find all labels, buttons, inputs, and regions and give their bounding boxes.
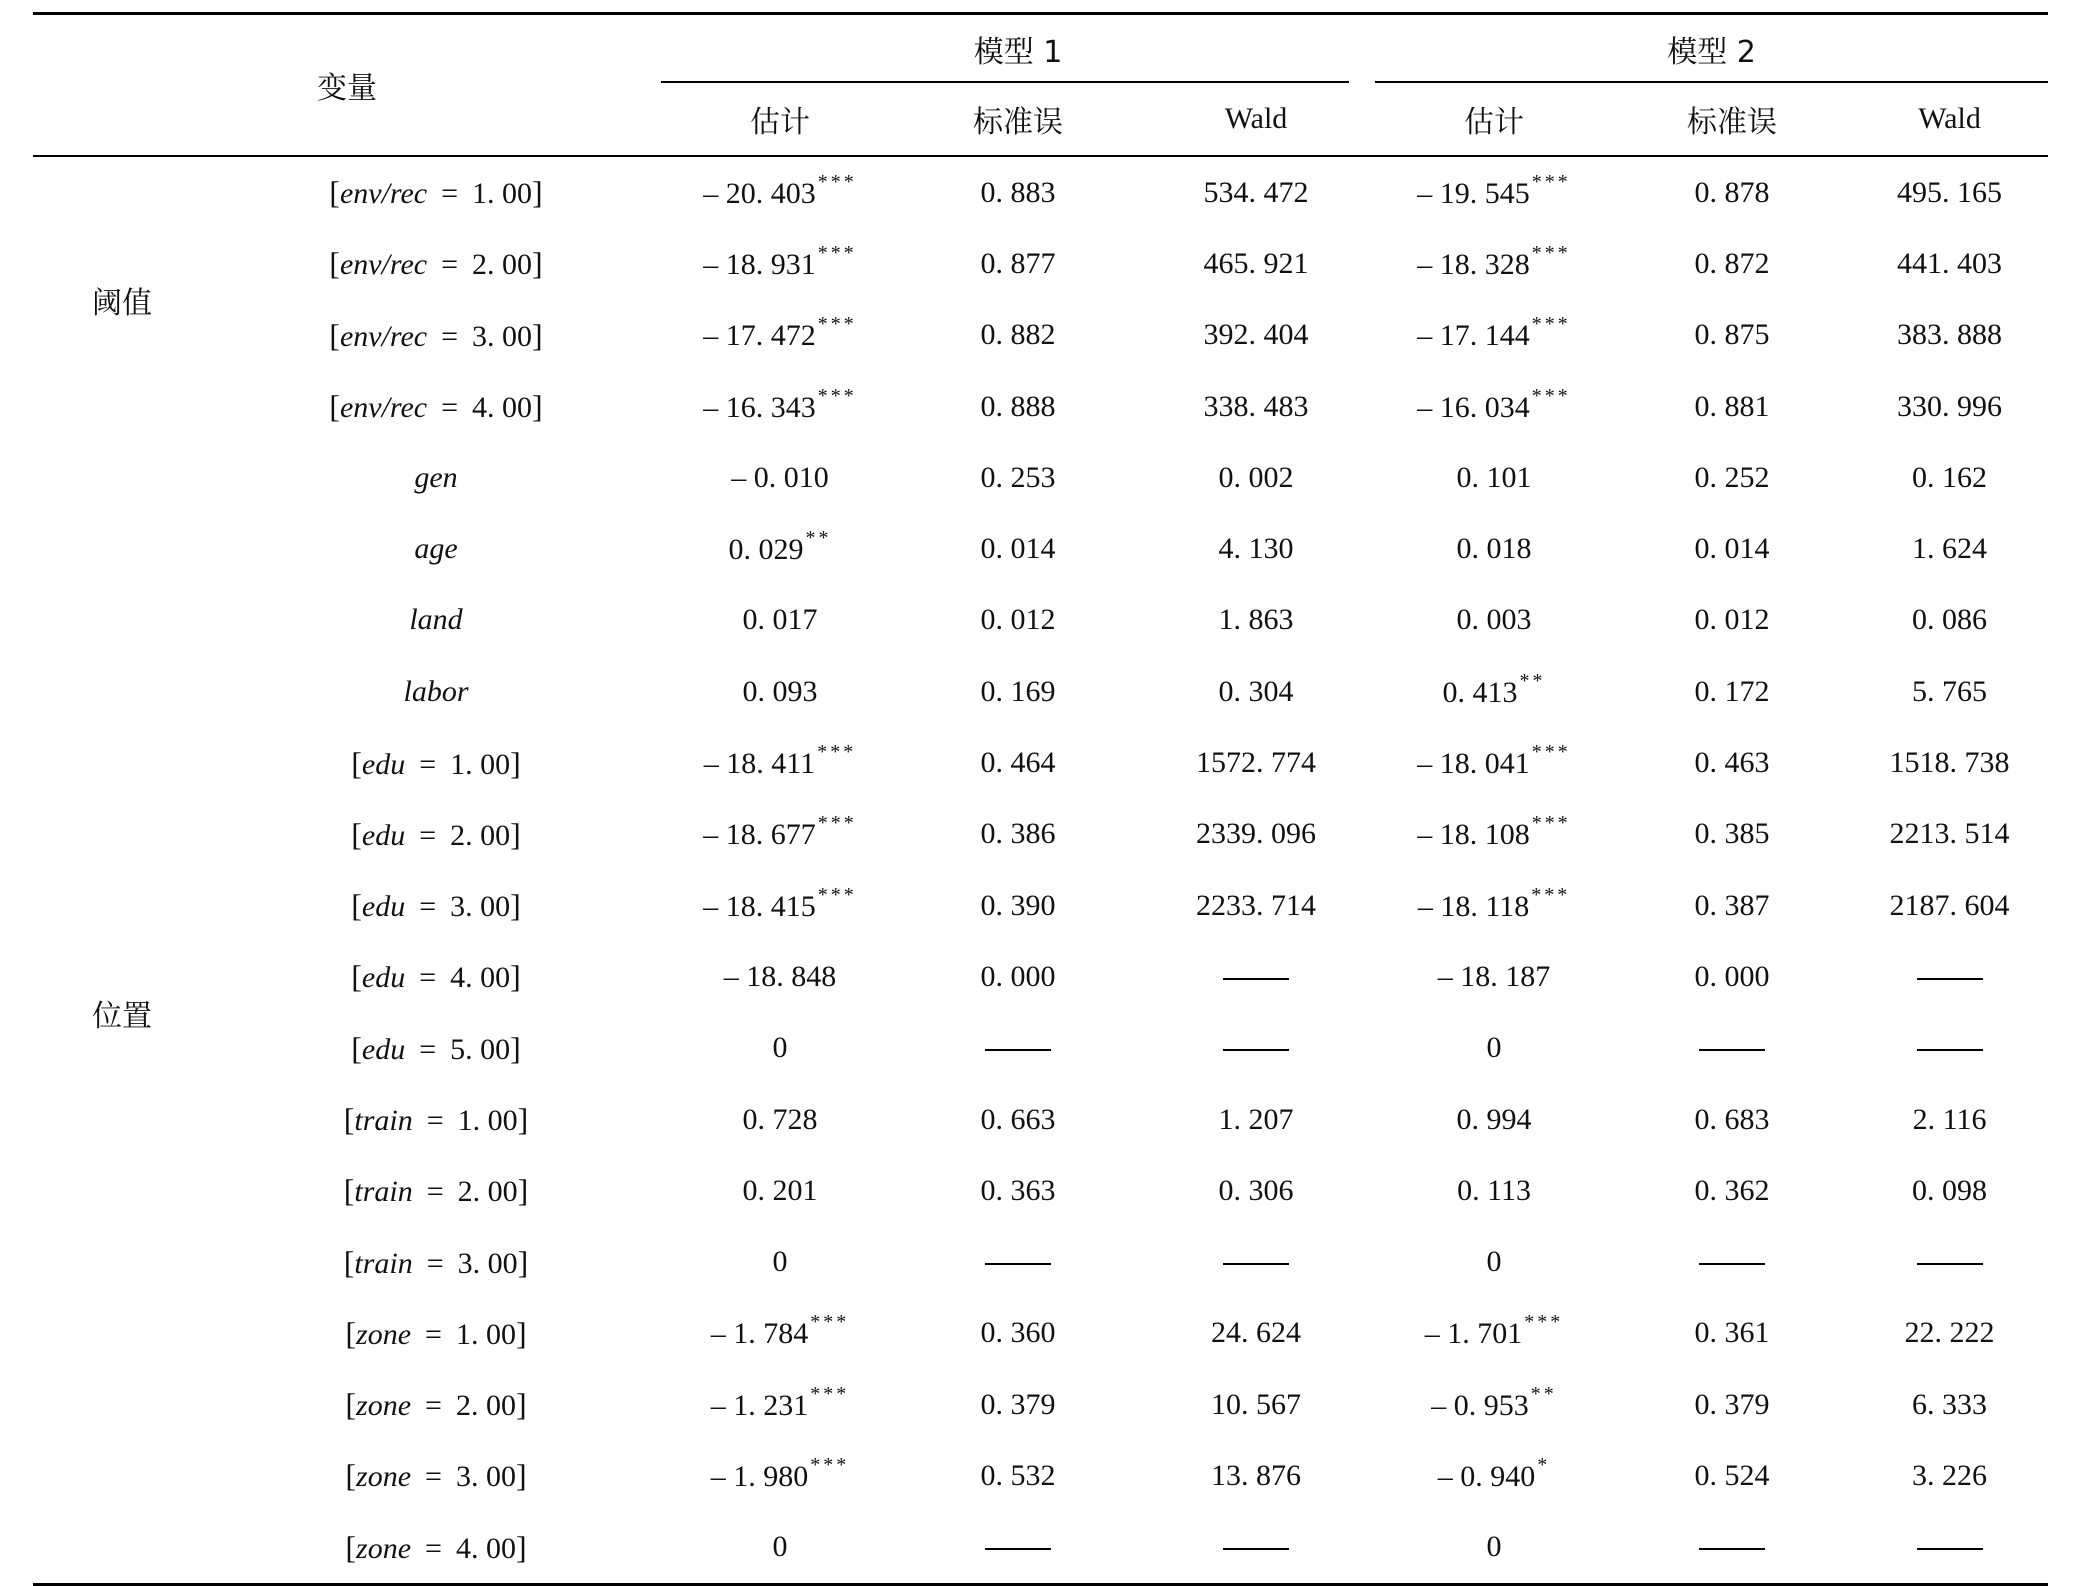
model2-estimate: 0	[1486, 1530, 1502, 1564]
model2-se: 0. 012	[1694, 603, 1770, 637]
model2-se: 0. 014	[1694, 532, 1770, 566]
variable-level: 4. 00	[455, 1531, 516, 1565]
model2-se: 0. 000	[1694, 959, 1770, 993]
dash-placeholder	[1223, 1263, 1289, 1265]
variable-name: env/rec	[339, 319, 428, 353]
model2-estimate: – 18. 187	[1437, 959, 1551, 993]
model1-estimate: – 1. 784 ***	[710, 1311, 850, 1351]
table-body	[33, 156, 2048, 1584]
variable-name: age	[414, 532, 458, 566]
model1-se: 0. 379	[980, 1387, 1056, 1421]
model1-wald: 1. 863	[1218, 603, 1294, 637]
model1-se: 0. 014	[980, 532, 1056, 566]
group-label: 位置	[92, 998, 152, 1034]
model1-estimate: 0	[772, 1530, 788, 1564]
variable-name: edu	[361, 890, 406, 924]
variable-header: 变量	[317, 71, 377, 106]
model2-estimate: – 0. 953 **	[1431, 1382, 1557, 1422]
model1-estimate-header: 估计	[750, 105, 810, 140]
model2-wald: 2. 116	[1912, 1102, 1987, 1136]
model1-se: 0. 888	[980, 389, 1056, 423]
dash-placeholder	[1699, 1049, 1765, 1051]
significance-stars: ***	[1531, 741, 1571, 764]
model1-se: 0. 883	[980, 175, 1056, 209]
model2-se: 0. 878	[1694, 175, 1770, 209]
model1-estimate: – 18. 411 ***	[703, 741, 857, 781]
model1-estimate: – 18. 415 ***	[703, 883, 857, 923]
model1-estimate: – 0. 010	[731, 460, 829, 494]
model1-header: 模型 1	[661, 14, 1375, 84]
variable-level: 3. 00	[457, 1246, 518, 1280]
significance-stars: ***	[817, 883, 857, 906]
model1-wald: 0. 304	[1218, 674, 1294, 708]
model1-estimate: 0. 201	[742, 1173, 818, 1207]
table-row	[33, 656, 2048, 727]
model1-wald: 534. 472	[1203, 175, 1309, 209]
model1-wald: 2339. 096	[1196, 817, 1317, 851]
model2-wald: 441. 403	[1897, 246, 2003, 280]
table-row	[33, 1512, 2048, 1585]
dash-placeholder	[1223, 978, 1289, 980]
model2-wald: 22. 222	[1904, 1316, 1995, 1350]
model2-wald: 6. 333	[1912, 1387, 1988, 1421]
table-row	[33, 513, 2048, 584]
model1-se: 0. 012	[980, 603, 1056, 637]
model1-wald: 0. 306	[1218, 1173, 1294, 1207]
variable-level: 1. 00	[472, 177, 533, 211]
model2-se: 0. 683	[1694, 1102, 1770, 1136]
variable-cell: [env/rec = 1. 00]	[329, 174, 543, 211]
variable-level: 4. 00	[472, 391, 533, 425]
model2-estimate: – 18. 328 ***	[1417, 241, 1571, 281]
variable-cell: [edu = 4. 00]	[351, 958, 521, 995]
table-row	[33, 442, 2048, 513]
model1-estimate: 0. 017	[742, 603, 818, 637]
header-row-top	[33, 14, 2048, 84]
model2-wald: 5. 765	[1912, 674, 1988, 708]
model2-wald: 330. 996	[1897, 389, 2003, 423]
variable-cell	[211, 656, 661, 727]
significance-stars: ***	[817, 741, 857, 764]
significance-stars: ***	[817, 812, 857, 835]
variable-level: 1. 00	[455, 1317, 516, 1351]
model1-wald	[1137, 1512, 1375, 1585]
table-row	[33, 156, 2048, 228]
significance-stars: **	[805, 527, 832, 550]
table-row	[33, 371, 2048, 442]
significance-stars: ***	[1531, 812, 1571, 835]
variable-cell: [train = 1. 00]	[343, 1101, 529, 1137]
model1-se: 0. 000	[980, 959, 1056, 993]
model1-wald	[1137, 1226, 1375, 1297]
model1-estimate: 0. 029 **	[728, 527, 832, 567]
variable-cell: [zone = 1. 00]	[345, 1314, 527, 1351]
dash-placeholder	[1917, 1049, 1983, 1051]
model1-wald: 0. 002	[1218, 460, 1294, 494]
variable-level: 1. 00	[450, 747, 511, 781]
variable-level: 3. 00	[450, 890, 511, 924]
model2-se: 0. 252	[1694, 460, 1770, 494]
model2-header: 模型 2	[1375, 14, 2048, 84]
model2-se	[1613, 1226, 1851, 1297]
dash-placeholder	[1223, 1548, 1289, 1550]
variable-name: env/rec	[339, 391, 428, 425]
model1-se	[899, 1512, 1137, 1585]
model1-estimate: 0	[772, 1245, 788, 1279]
variable-name: zone	[356, 1317, 412, 1351]
variable-cell: [edu = 3. 00]	[351, 887, 521, 924]
model1-wald	[1137, 1013, 1375, 1084]
significance-stars: ***	[817, 384, 857, 407]
model2-wald: 0. 098	[1912, 1173, 1988, 1207]
variable-name: env/rec	[339, 248, 428, 282]
model2-se	[1613, 1013, 1851, 1084]
model2-estimate: – 19. 545 ***	[1417, 170, 1571, 210]
model1-se: 0. 253	[980, 460, 1056, 494]
model2-se: 0. 881	[1694, 389, 1770, 423]
variable-name: gen	[414, 460, 458, 494]
variable-cell: [env/rec = 3. 00]	[329, 316, 543, 353]
significance-stars: **	[1519, 669, 1546, 692]
model1-se: 0. 386	[980, 817, 1056, 851]
table-row	[33, 1084, 2048, 1155]
model1-wald: 1. 207	[1218, 1102, 1294, 1136]
significance-stars: ***	[1531, 241, 1571, 264]
model1-se	[899, 1226, 1137, 1297]
model1-se-header: 标准误	[973, 105, 1063, 140]
model1-wald: 465. 921	[1203, 246, 1309, 280]
model1-estimate: – 18. 848	[723, 959, 837, 993]
table-row	[33, 228, 2048, 299]
variable-cell: [zone = 2. 00]	[345, 1386, 527, 1423]
model2-se: 0. 385	[1694, 817, 1770, 851]
variable-name: zone	[356, 1531, 412, 1565]
model1-wald	[1137, 941, 1375, 1012]
model2-estimate: 0. 994	[1456, 1102, 1532, 1136]
model2-estimate: – 18. 041 ***	[1417, 741, 1571, 781]
variable-level: 4. 00	[450, 961, 511, 995]
model2-wald: 383. 888	[1897, 318, 2003, 352]
dash-placeholder	[1699, 1548, 1765, 1550]
significance-stars: ***	[810, 1382, 850, 1405]
model2-estimate: – 16. 034 ***	[1417, 384, 1571, 424]
variable-level: 1. 00	[457, 1104, 518, 1137]
table-row	[33, 1013, 2048, 1084]
model2-se: 0. 379	[1694, 1387, 1770, 1421]
model2-wald	[1851, 1226, 2048, 1297]
model1-wald: 392. 404	[1203, 318, 1309, 352]
model1-wald: 338. 483	[1203, 389, 1309, 423]
model2-estimate: – 17. 144 ***	[1417, 313, 1571, 353]
model2-se: 0. 872	[1694, 246, 1770, 280]
model2-estimate: – 18. 118 ***	[1417, 883, 1571, 923]
table-row	[33, 799, 2048, 870]
model1-wald: 13. 876	[1211, 1458, 1302, 1492]
dash-placeholder	[985, 1548, 1051, 1550]
model2-wald	[1851, 1512, 2048, 1585]
table-row	[33, 1226, 2048, 1297]
model1-estimate: – 20. 403 ***	[703, 170, 857, 210]
dash-placeholder	[1917, 1548, 1983, 1550]
dash-placeholder	[1917, 978, 1983, 980]
model1-estimate: 0. 093	[742, 674, 818, 708]
model2-se: 0. 361	[1694, 1316, 1770, 1350]
model2-wald: 0. 086	[1912, 603, 1988, 637]
table-row	[33, 1298, 2048, 1369]
model1-se: 0. 390	[980, 888, 1056, 922]
table-row	[33, 300, 2048, 371]
model1-estimate: – 18. 931 ***	[703, 241, 857, 281]
variable-cell	[211, 585, 661, 656]
significance-stars: ***	[1524, 1311, 1564, 1334]
model1-wald-header: Wald	[1224, 102, 1288, 135]
variable-cell	[211, 442, 661, 513]
model2-wald: 2187. 604	[1889, 888, 2010, 922]
model1-se: 0. 169	[980, 674, 1056, 708]
model1-se: 0. 532	[980, 1458, 1056, 1492]
model2-wald: 0. 162	[1912, 460, 1988, 494]
table-row	[33, 585, 2048, 656]
significance-stars: ***	[810, 1311, 850, 1334]
table-row	[33, 1440, 2048, 1511]
variable-name: env/rec	[339, 177, 428, 211]
variable-level: 3. 00	[472, 319, 533, 353]
model2-wald: 3. 226	[1912, 1458, 1988, 1492]
variable-name: labor	[403, 674, 469, 708]
variable-cell	[211, 513, 661, 584]
dash-placeholder	[1699, 1263, 1765, 1265]
variable-cell: [zone = 3. 00]	[345, 1457, 527, 1494]
model2-estimate: – 0. 940 *	[1437, 1453, 1551, 1493]
model2-estimate: 0. 101	[1456, 460, 1532, 494]
model2-estimate: – 18. 108 ***	[1417, 812, 1571, 852]
variable-name: zone	[356, 1389, 412, 1423]
model1-se: 0. 363	[980, 1173, 1056, 1207]
variable-level: 2. 00	[472, 248, 533, 282]
significance-stars: *	[1537, 1453, 1551, 1476]
table-row	[33, 727, 2048, 798]
model2-estimate: 0. 413 **	[1442, 669, 1546, 709]
model2-estimate-header: 估计	[1464, 105, 1525, 140]
variable-cell: [edu = 1. 00]	[351, 744, 521, 781]
model2-se: 0. 172	[1694, 674, 1770, 708]
dash-placeholder	[985, 1049, 1051, 1051]
model1-wald: 24. 624	[1211, 1316, 1302, 1350]
group-label: 阈值	[92, 285, 152, 321]
variable-level: 5. 00	[450, 1032, 511, 1066]
model2-wald: 2213. 514	[1889, 817, 2010, 851]
model1-estimate: – 17. 472 ***	[703, 313, 857, 353]
dash-placeholder	[985, 1263, 1051, 1265]
model1-wald: 4. 130	[1218, 532, 1294, 566]
variable-name: edu	[361, 747, 406, 781]
model2-wald: 1518. 738	[1889, 746, 2010, 780]
model1-estimate: – 1. 980 ***	[710, 1453, 850, 1493]
model2-estimate: 0	[1486, 1031, 1502, 1065]
model2-se: 0. 875	[1694, 318, 1770, 352]
model2-estimate: 0. 018	[1456, 532, 1532, 566]
variable-level: 2. 00	[457, 1175, 518, 1209]
model2-estimate: 0. 003	[1456, 603, 1532, 637]
variable-level: 2. 00	[450, 818, 511, 852]
model1-estimate: – 1. 231 ***	[710, 1382, 850, 1422]
model1-se: 0. 663	[980, 1102, 1056, 1136]
model1-se	[899, 1013, 1137, 1084]
model2-se: 0. 463	[1694, 746, 1770, 780]
dash-placeholder	[1223, 1049, 1289, 1051]
model2-wald	[1851, 1013, 2048, 1084]
model2-estimate: – 1. 701 ***	[1424, 1311, 1564, 1351]
model1-wald: 2233. 714	[1196, 888, 1317, 922]
variable-cell: [env/rec = 4. 00]	[329, 388, 543, 425]
significance-stars: **	[1530, 1382, 1557, 1405]
model2-estimate: 0	[1486, 1245, 1502, 1279]
variable-name: zone	[356, 1460, 412, 1494]
variable-cell: [edu = 5. 00]	[351, 1029, 521, 1066]
variable-name: land	[409, 603, 463, 637]
model2-se: 0. 524	[1694, 1458, 1770, 1492]
significance-stars: ***	[817, 170, 857, 193]
dash-placeholder	[1917, 1263, 1983, 1265]
table-row	[33, 941, 2048, 1012]
model1-wald: 1572. 774	[1196, 746, 1317, 780]
significance-stars: ***	[817, 313, 857, 336]
variable-level: 2. 00	[455, 1389, 516, 1423]
table-row	[33, 870, 2048, 941]
significance-stars: ***	[1531, 384, 1571, 407]
table-row	[33, 1369, 2048, 1440]
model2-wald: 495. 165	[1897, 175, 2003, 209]
variable-cell: [train = 2. 00]	[343, 1172, 529, 1209]
variable-name: edu	[361, 1032, 406, 1066]
regression-table	[33, 12, 2048, 1586]
variable-cell: [env/rec = 2. 00]	[329, 245, 543, 282]
model1-estimate: 0. 728	[742, 1102, 818, 1136]
variable-name: train	[354, 1246, 413, 1280]
variable-name: edu	[361, 818, 406, 852]
model1-wald: 10. 567	[1211, 1387, 1302, 1421]
model2-se	[1613, 1512, 1851, 1585]
variable-cell: [zone = 4. 00]	[345, 1528, 527, 1565]
model1-se: 0. 877	[980, 246, 1056, 280]
model1-se: 0. 882	[980, 318, 1056, 352]
significance-stars: ***	[817, 241, 857, 264]
table-row	[33, 1155, 2048, 1226]
model2-se: 0. 362	[1694, 1173, 1770, 1207]
variable-cell: [edu = 2. 00]	[351, 815, 521, 852]
significance-stars: ***	[810, 1453, 850, 1476]
model1-estimate: – 18. 677 ***	[703, 812, 857, 852]
model2-wald	[1851, 941, 2048, 1012]
significance-stars: ***	[1531, 883, 1571, 906]
variable-cell: [train = 3. 00]	[343, 1243, 529, 1280]
model2-se: 0. 387	[1694, 888, 1770, 922]
variable-level: 3. 00	[455, 1460, 516, 1494]
model2-wald-header: Wald	[1918, 102, 1981, 135]
model1-estimate: 0	[772, 1031, 788, 1065]
significance-stars: ***	[1531, 170, 1571, 193]
model2-se-header: 标准误	[1687, 105, 1778, 140]
significance-stars: ***	[1531, 313, 1571, 336]
variable-name: train	[354, 1175, 413, 1209]
model1-se: 0. 360	[980, 1316, 1056, 1350]
variable-name: train	[354, 1104, 413, 1137]
model2-wald: 1. 624	[1912, 532, 1988, 566]
model1-se: 0. 464	[980, 746, 1056, 780]
model1-estimate: – 16. 343 ***	[703, 384, 857, 424]
variable-name: edu	[361, 961, 406, 995]
model2-estimate: 0. 113	[1457, 1173, 1531, 1207]
